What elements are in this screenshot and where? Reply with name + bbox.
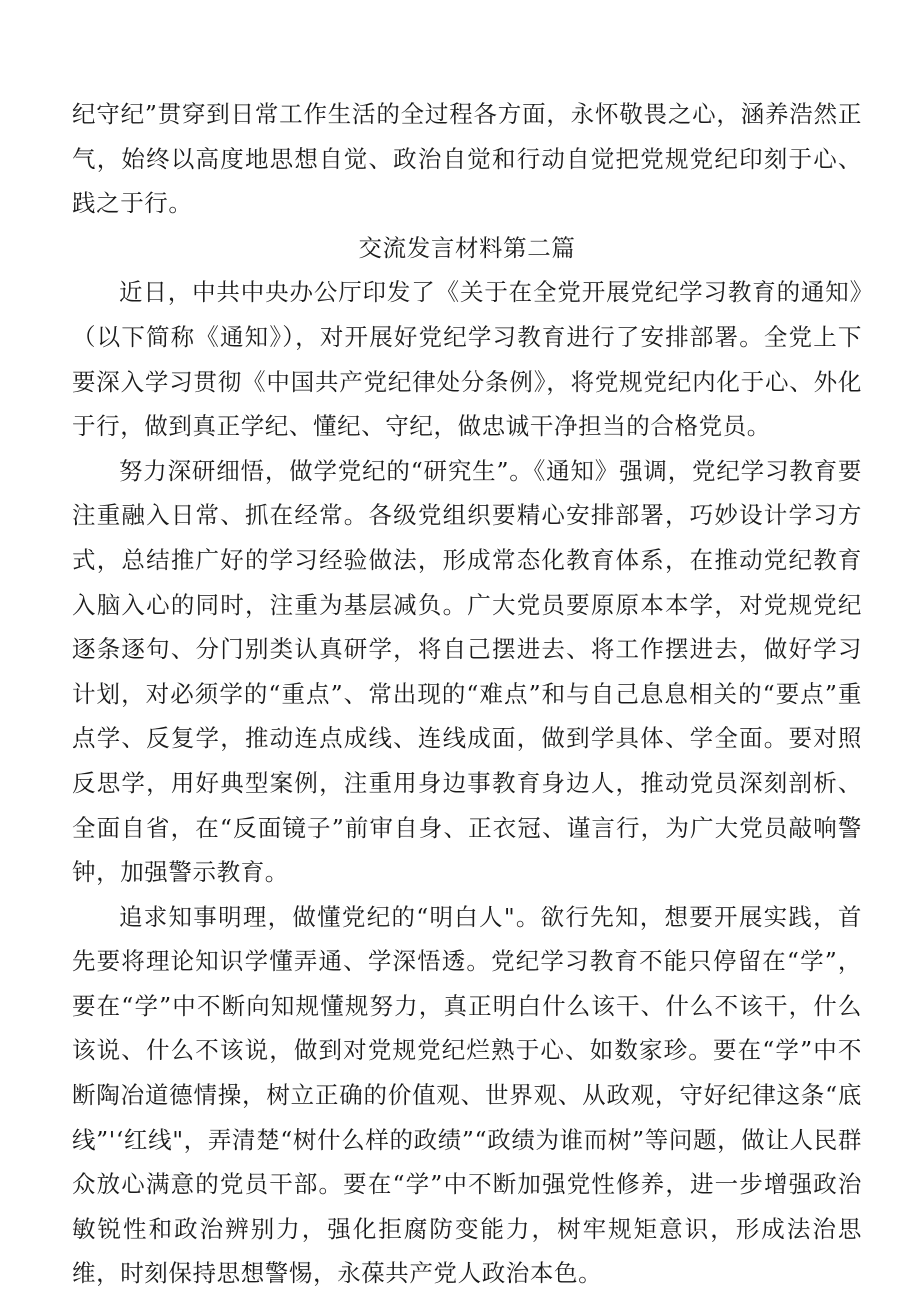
document-body: [72, 92, 862, 1296]
intro-paragraph: 纪守纪”贯穿到日常工作生活的全过程各方面，永怀敬畏之心，涵养浩然正气，始终以高度地思想自觉、政治自觉和行动自觉把党规党纪印刻于心、践之于行。: [72, 100, 862, 218]
section-title: 交流发言材料第二篇: [358, 233, 576, 262]
paragraph-1: 近日，中共中央办公厅印发了《关于在全党开展党纪学习教育的通知》（以下简称《通知》），对开展好党纪学习教育进行了安排部署。全党上下要深入学习贯彻《中国共产党纪律处分条例》，将党规党纪内化于心、外化于行，做到真正学纪、懂纪、守纪，做忠诚干净担当的合格党员。: [72, 278, 862, 441]
paragraph-2: 努力深研细悟，做学党纪的“研究生”。《通知》强调，党纪学习教育要注重融入日常、抓在经常。各级党组织要精心安排部署，巧妙设计学习方式，总结推广好的学习经验做法，形成常态化教育体系，在推动党纪教育入脑入心的同时，注重为基层减负。广大党员要原原本本学，对党规党纪逐条逐句、分门别类认真研学，将自己摆进去、将工作摆进去，做好学习计划，对必须学的“重点”、常出现的“难点”和与自己息息相关的“要点”重点学、反复学，推动连点成线、连线成面，做到学具体、学全面。要对照反思学，用好典型案例，注重用身边事教育身边人，推动党员深刻剖析、全面自省，在“反面镜子”前审自身、正衣冠、谨言行，为广大党员敲响警钟，加强警示教育。: [72, 456, 862, 887]
paragraph-3: 追求知事明理，做懂党纪的“明白人"。欲行先知，想要开展实践，首先要将理论知识学懂弄通、学深悟透。党纪学习教育不能只停留在“学”，要在“学”中不断向知规懂规努力，真正明白什么该干、什么不该干，什么该说、什么不该说，做到对党规党纪烂熟于心、如数家珍。要在“学”中不断陶冶道德情操，树立正确的价值观、世界观、从政观，守好纪律这条“底线”'‘红线"，弄清楚“树什么样的政绩”“政绩为谁而树”等问题，做让人民群众放心满意的党员干部。要在“学”中不断加强党性修养，进一步增强政治敏锐性和政治辨别力，强化拒腐防变能力，树牢规矩意识，形成法治思维，时刻保持思想警惕，永葆共产党人政治本色。: [72, 902, 862, 1288]
